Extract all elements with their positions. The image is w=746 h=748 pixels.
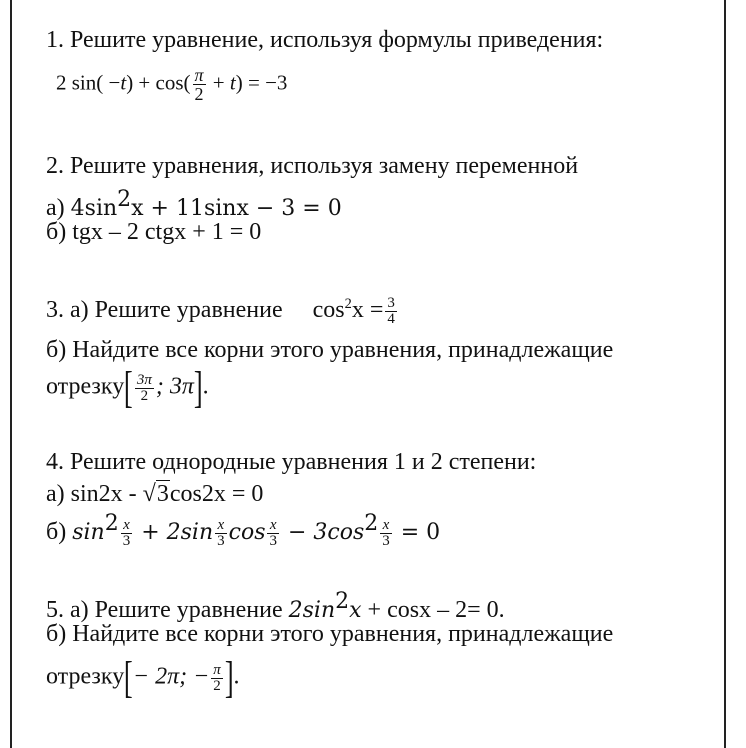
task5-segment: отрезку[− 2π; − $\frac{\pi}{2}$ ]. [46, 653, 240, 702]
task3-part-b: б) Найдите все корни этого уравнения, принадлежащие [46, 337, 614, 363]
task2-part-a: а) $4\sin^2x + 11\sin x - 3 = 0$ [46, 187, 342, 221]
task1-heading: 1. Решите уравнение, используя формулы приведения: [46, 27, 604, 53]
right-border-line [724, 0, 726, 748]
task5-part-a: 5. а) Решите уравнение $2\sin^2x + \cos x - 2= 0$. [46, 589, 505, 623]
task2-heading: 2. Решите уравнения, используя замену переменной [46, 153, 579, 179]
task5-part-b: б) Найдите все корни этого уравнения, принадлежащие [46, 621, 614, 647]
task4-heading: 4. Решите однородные уравнения 1 и 2 степени: [46, 449, 537, 475]
task3-part-a: 3. а) Решите уравнение $\cos^2x$ = $\frac{3}{4}$ [46, 294, 395, 327]
task3-segment: отрезку[ $\frac{3\pi}{2}$ ; 3π]. [46, 363, 209, 412]
task4-part-a: а) sin2x - √3cos2x = 0 [46, 481, 264, 507]
task2-part-b: б) tgx – 2 ctgx + 1 = 0 [46, 219, 262, 245]
left-border-line [10, 0, 12, 748]
task3-fraction: $\frac{3}{4}$ [387, 294, 395, 327]
task4-part-b: б) $\sin^2$ $\frac{x}{3}$ + 2sin $\frac{x}{3}$ cos $\frac{x}{3}$ − $3\cos^2$ $\frac{x}{3}$ = 0 [46, 511, 441, 549]
sqrt-symbol: √3 [142, 481, 169, 507]
right-bracket: ] [193, 363, 203, 412]
left-bracket: [ [124, 363, 133, 412]
task1-equation: 2 sin( −t) + cos( $\frac{\pi}{2}$ + t) = −3 [56, 65, 288, 104]
task1-pi-over-2: $\frac{\pi}{2}$ [194, 65, 204, 104]
